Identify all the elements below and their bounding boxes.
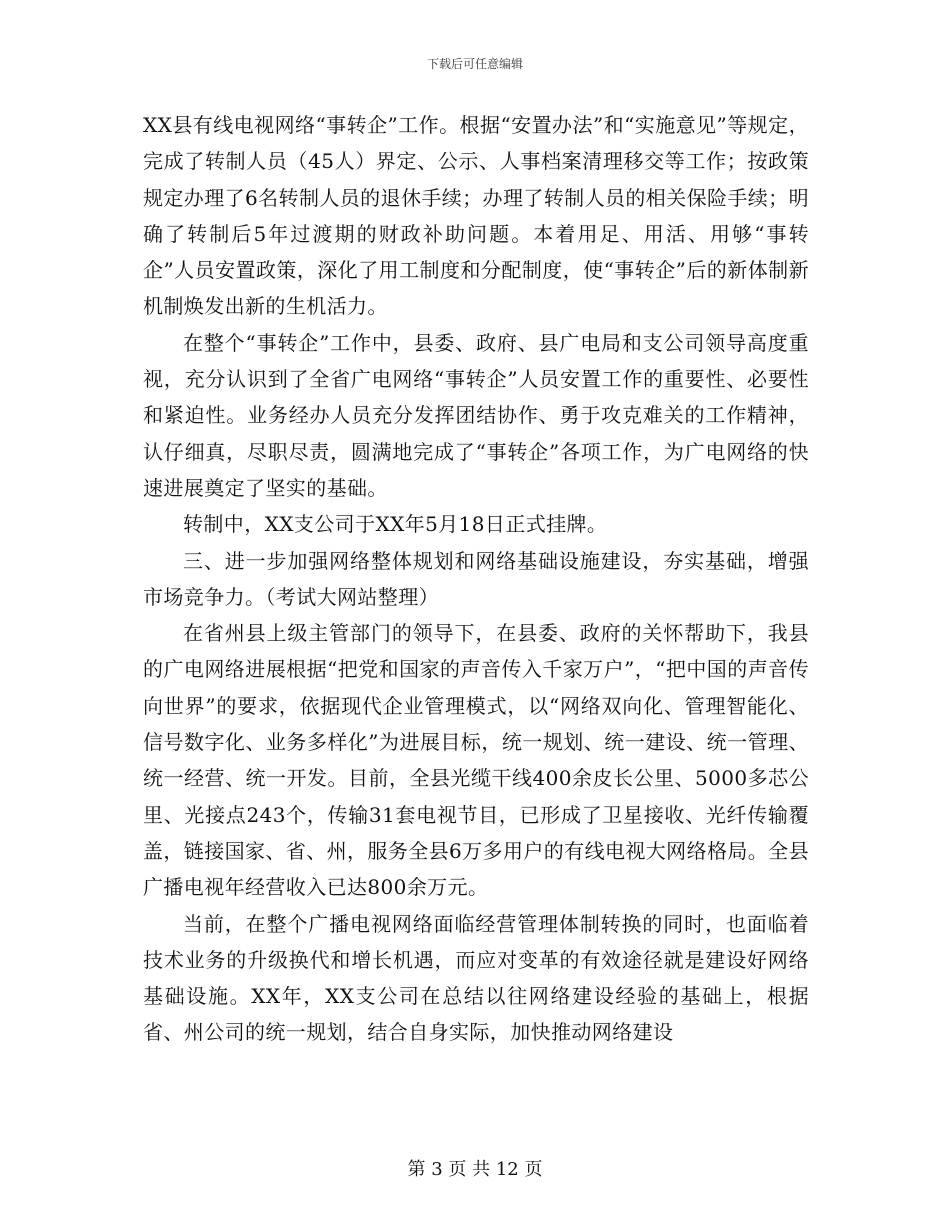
paragraph-3: 转制中，XX支公司于XX年5月18日正式挂牌。 xyxy=(183,512,608,537)
paragraph-1: XX县有线电视网络“事转企”工作。根据“安置办法”和“实施意见”等规定，完成了转制人员（45人）界定、公示、人事档案清理移交等工作；按政策规定办理了6名转制人员的退休手续；办理了转制人员的相关保险手续；明确了转制后5年过渡期的财政补助问题。本着用足、用活、用够“事转企”人员安置政策，深化了用工制度和分配制度，使“事转企”后的新体制新机制焕发出新的生机活力。 xyxy=(143,113,809,319)
paragraph-2: 在整个“事转企”工作中，县委、政府、县广电局和支公司领导高度重视，充分认识到了全省广电网络“事转企”人员安置工作的重要性、必要性和紧迫性。业务经办人员充分发挥团结协作、勇于攻克难关的工作精神，认仔细真，尽职尽责，圆满地完成了“事转企”各项工作，为广电网络的快速进展奠定了坚实的基础。 xyxy=(143,330,809,500)
page-number-footer: 第 3 页 共 12 页 xyxy=(407,1159,543,1180)
paragraph-5: 在省州县上级主管部门的领导下，在县委、政府的关怀帮助下，我县的广电网络进展根据“把党和国家的声音传入千家万户”，“把中国的声音传向世界”的要求，依据现代企业管理模式，以“网络双向化、管理智能化、信号数字化、业务多样化”为进展目标，统一规划、统一建设、统一管理、统一经营、统一开发。目前，全县光缆干线400余皮长公里、5000多芯公里、光接点243个，传输31套电视节目，已形成了卫星接收、光纤传输覆盖，链接国家、省、州，服务全县6万多用户的有线电视大网络格局。全县广播电视年经营收入已达800余万元。 xyxy=(143,621,809,900)
paragraph-6: 当前，在整个广播电视网络面临经营管理体制转换的同时，也面临着技术业务的升级换代和增长机遇，而应对变革的有效途径就是建设好网络基础设施。XX年，XX支公司在总结以往网络建设经验的基础上，根据省、州公司的统一规划，结合自身实际，加快推动网络建设 xyxy=(143,911,809,1045)
paragraph-4-section-heading: 三、进一步加强网络整体规划和网络基础设施建设，夯实基础，增强市场竞争力。（考试大网站整理） xyxy=(143,548,809,609)
page-header: 下载后可任意编辑 xyxy=(426,57,523,71)
document-body xyxy=(143,107,809,1051)
